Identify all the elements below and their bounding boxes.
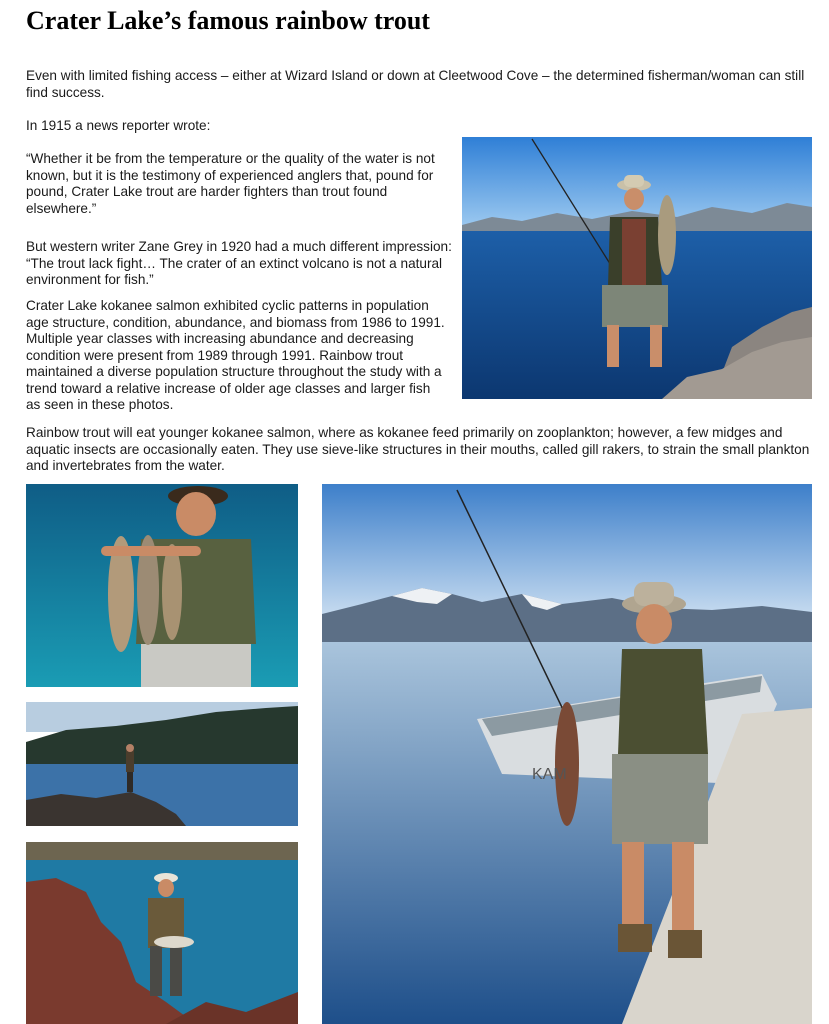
zane-grey-paragraph: But western writer Zane Grey in 1920 had a much different impression: “The trout lack fight… The crater of an extinct volcano is not a natural environment for fish.” <box>26 239 452 287</box>
reporter-intro: In 1915 a news reporter wrote: <box>26 118 211 133</box>
photo-man-on-dock-with-boat <box>322 484 812 1024</box>
page-title: Crater Lake’s famous rainbow trout <box>26 6 430 35</box>
reporter-quote: “Whether it be from the temperature or the quality of the water is not known, but it is the testimony of experienced anglers that, pound for pound, Crater Lake trout are harder fighters than trout found elsewhere.” <box>26 151 435 216</box>
photo-angler-on-rocks <box>462 137 812 399</box>
photo-angler-on-lava-rocks <box>26 842 298 1024</box>
photo-man-with-trout <box>26 484 298 687</box>
intro-paragraph: Even with limited fishing access – either at Wizard Island or down at Cleetwood Cove – the determined fisherman/woman can still find success. <box>26 68 805 100</box>
boat-lettering: KAM <box>532 766 567 783</box>
kokanee-study-paragraph: Crater Lake kokanee salmon exhibited cyclic patterns in population age structure, condition, abundance, and biomass from 1986 to 1991. Multiple year classes with increasing abundance and decreasing condition were present from 1989 through 1991. Rainbow trout maintained a diverse population structure throughout the study with a trend toward a relative increase of older age classes and larger fish as seen in these photos. <box>26 298 445 412</box>
photo-distant-angler <box>26 702 298 826</box>
diet-paragraph: Rainbow trout will eat younger kokanee salmon, where as kokanee feed primarily on zooplankton; however, a few midges and aquatic insects are occasionally eaten. They use sieve-like structures in their mouths, called gill rakers, to strain the small plankton and invertebrates from the water. <box>26 425 810 473</box>
